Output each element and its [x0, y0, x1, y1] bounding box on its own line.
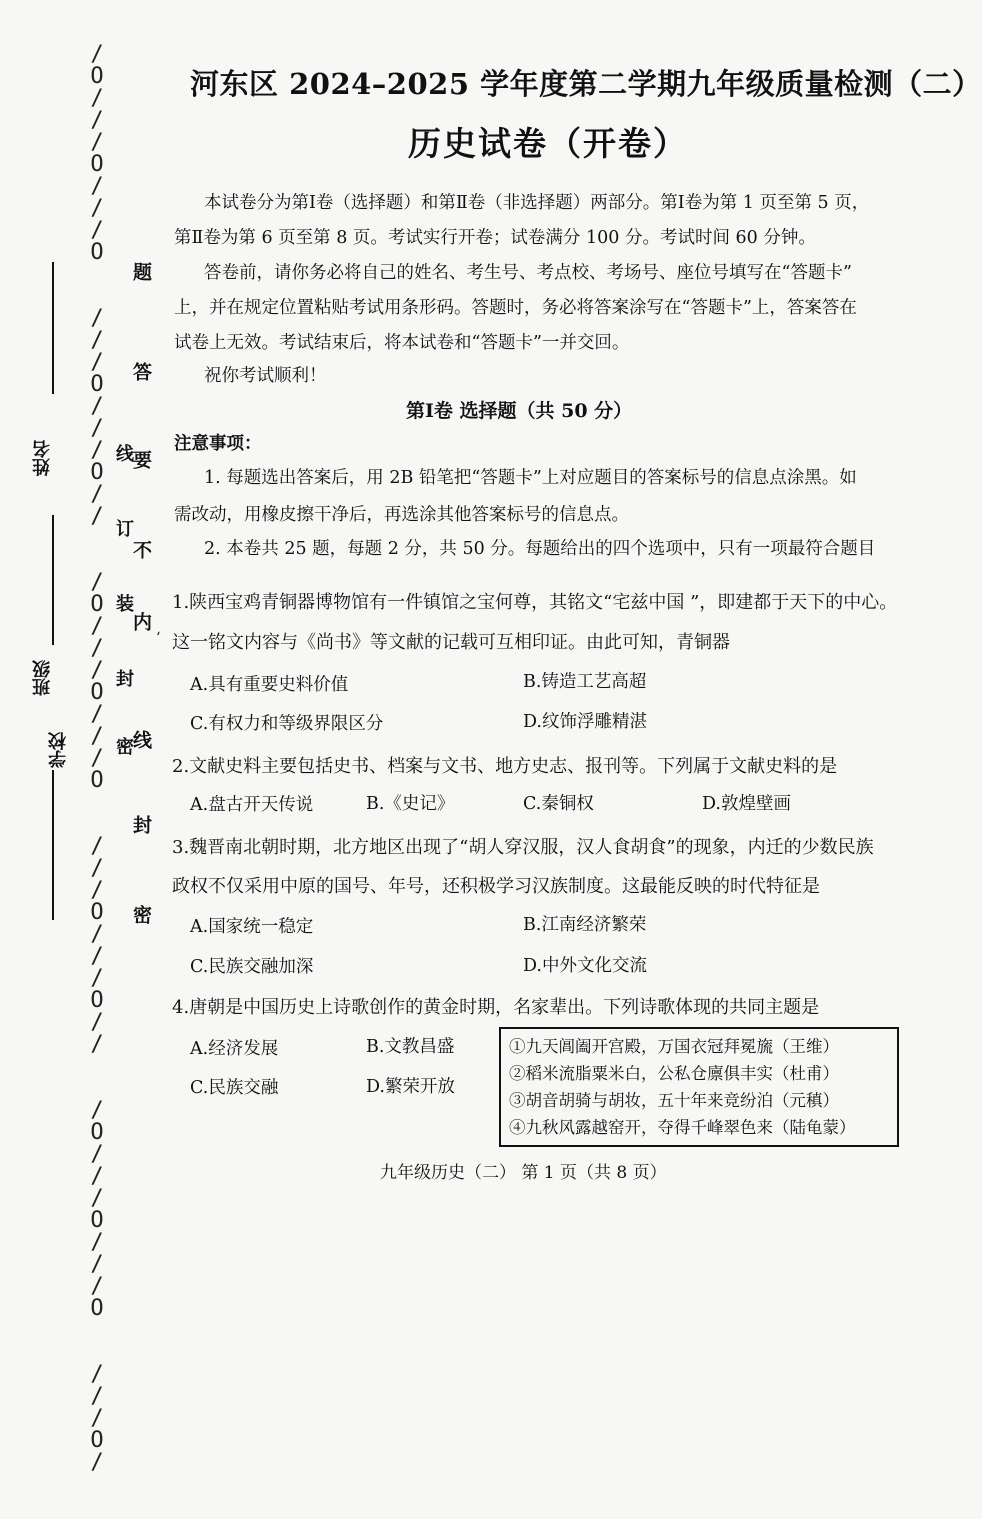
seal-char: 装 [116, 594, 134, 615]
exam-page [156, 0, 982, 1226]
question-1-line: 这一铭文内容与《尚书》等文献的记载可互相印证。由此可知，青铜器 [172, 632, 730, 653]
instruction-line: 第Ⅱ卷为第 6 页至第 8 页。考试实行开卷；试卷满分 100 分。考试时间 60 分钟。 [174, 228, 816, 248]
question-2-line: 2.文献史料主要包括史书、档案与文书、地方史志、报刊等。下列属于文献史料的是 [172, 756, 838, 777]
q3-option-d[interactable]: D.中外文化交流 [523, 956, 647, 976]
q4-option-b[interactable]: B.文教昌盛 [366, 1037, 455, 1057]
inner-char: 题 [130, 262, 152, 283]
q1-option-b[interactable]: B.铸造工艺高超 [523, 672, 647, 692]
instruction-line: 祝你考试顺利！ [204, 366, 327, 386]
note-line: 1. 每题选出答案后，用 2B 铅笔把“答题卡”上对应题目的答案标号的信息点涂黑。如 [204, 468, 857, 488]
q2-option-b[interactable]: B.《史记》 [366, 794, 455, 814]
poem-box [499, 1027, 899, 1147]
notes-heading: 注意事项： [174, 434, 262, 454]
section-title: 第Ⅰ卷 选择题（共 50 分） [406, 400, 633, 422]
inner-char: 答 [130, 362, 152, 383]
seal-line-pattern: / O / / / O / / / O / / / O / / / O / / / O / / / O / / / O / / / O / / / O / / / O / / / O / / / O / / / O / [90, 42, 104, 1475]
q2-option-c[interactable]: C.秦铜权 [523, 794, 594, 814]
seal-char: 密 [116, 737, 134, 758]
class-label: 班级 [32, 660, 53, 696]
q3-option-b[interactable]: B.江南经济繁荣 [523, 915, 647, 935]
school-label: 学校 [48, 732, 69, 768]
q4-option-d[interactable]: D.繁荣开放 [366, 1077, 455, 1097]
instruction-line: 试卷上无效。考试结束后，将本试卷和“答题卡”一并交回。 [174, 333, 630, 353]
inner-char: 密 [130, 905, 152, 926]
poem-line: ②稻米流脂粟米白，公私仓廪俱丰实（杜甫） [509, 1064, 839, 1083]
instruction-line: 本试卷分为第Ⅰ卷（选择题）和第Ⅱ卷（非选择题）两部分。第Ⅰ卷为第 1 页至第 5 页， [204, 193, 870, 213]
exam-title: 河东区 2024–2025 学年度第二学期九年级质量检测（二） [190, 67, 982, 101]
q2-option-d[interactable]: D.敦煌壁画 [702, 794, 791, 814]
exam-subtitle: 历史试卷（开卷） [408, 124, 688, 163]
q3-option-c[interactable]: C.民族交融加深 [190, 957, 314, 977]
q2-option-a[interactable]: A.盘古开天传说 [190, 795, 314, 815]
inner-char: 要 [130, 450, 152, 471]
margin-mark: ʻ [156, 630, 161, 646]
q3-option-a[interactable]: A.国家统一稳定 [190, 917, 314, 937]
inner-char: 不 [130, 540, 152, 561]
note-line: 2. 本卷共 25 题，每题 2 分，共 50 分。每题给出的四个选项中，只有一项最符合题目 [204, 539, 876, 559]
poem-line: ④九秋风露越窑开，夺得千峰翠色来（陆龟蒙） [509, 1118, 856, 1137]
q1-option-c[interactable]: C.有权力和等级界限区分 [190, 714, 384, 734]
question-4-line: 4.唐朝是中国历史上诗歌创作的黄金时期，名家辈出。下列诗歌体现的共同主题是 [172, 997, 820, 1018]
poem-line: ③胡音胡骑与胡妆，五十年来竞纷泊（元稹） [509, 1091, 839, 1110]
question-3-line: 3.魏晋南北朝时期，北方地区出现了“胡人穿汉服，汉人食胡食”的现象，内迁的少数民族 [172, 837, 874, 858]
q1-option-d[interactable]: D.纹饰浮雕精湛 [523, 712, 647, 732]
class-field-line[interactable] [52, 515, 54, 645]
page-footer: 九年级历史（二） 第 1 页（共 8 页） [380, 1163, 667, 1183]
seal-char: 线 [116, 444, 134, 465]
q1-option-a[interactable]: A.具有重要史料价值 [190, 675, 349, 695]
name-label: 姓名 [32, 440, 53, 476]
question-1-line: 1.陕西宝鸡青铜器博物馆有一件镇馆之宝何尊，其铭文“宅兹中国 ”，即建都于天下的中心。 [172, 592, 898, 613]
instruction-line: 上，并在规定位置粘贴考试用条形码。答题时，务必将答案涂写在“答题卡”上，答案答在 [174, 298, 857, 318]
q4-option-a[interactable]: A.经济发展 [190, 1039, 279, 1059]
inner-char: 封 [130, 815, 152, 836]
instruction-line: 答卷前，请你务必将自己的姓名、考生号、考点校、考场号、座位号填写在“答题卡” [204, 263, 852, 283]
q4-option-c[interactable]: C.民族交融 [190, 1078, 279, 1098]
poem-line: ①九天阊阖开宫殿，万国衣冠拜冕旒（王维） [509, 1037, 839, 1056]
inner-char: 内 [130, 612, 152, 633]
seal-char: 订 [116, 519, 134, 540]
binding-strip [0, 0, 160, 1475]
school-field-line[interactable] [52, 770, 54, 920]
inner-char: 线 [130, 730, 152, 751]
name-field-line[interactable] [52, 262, 54, 394]
question-3-line: 政权不仅采用中原的国号、年号，还积极学习汉族制度。这最能反映的时代特征是 [172, 876, 820, 897]
seal-char: 封 [116, 669, 134, 690]
note-line: 需改动，用橡皮擦干净后，再选涂其他答案标号的信息点。 [174, 505, 629, 525]
